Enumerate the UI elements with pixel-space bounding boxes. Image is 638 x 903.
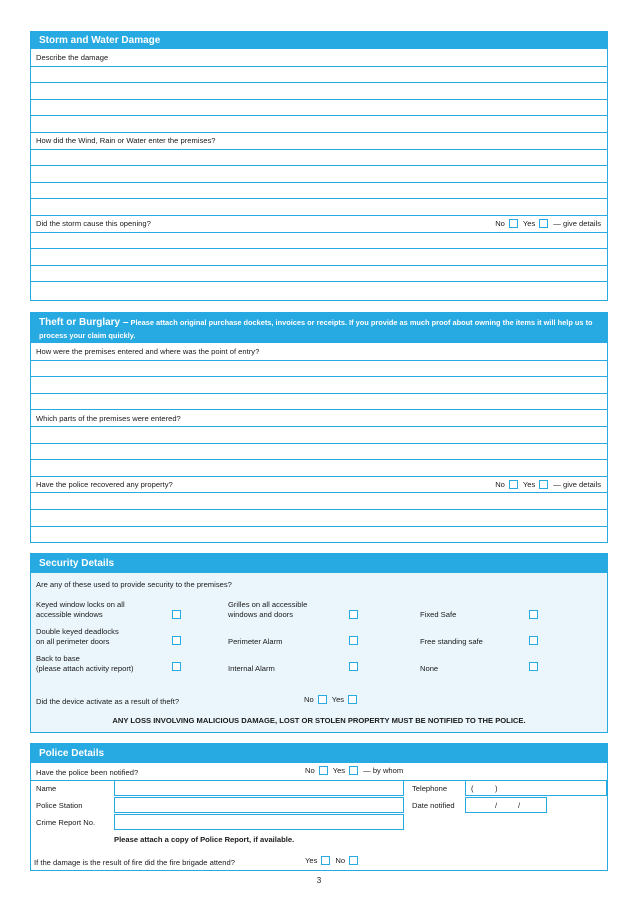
- notified-label: Have the police been notified?: [36, 768, 139, 777]
- recovered-yes-label: Yes: [522, 480, 536, 490]
- deadlocks-line1: Double keyed deadlocks: [36, 627, 119, 636]
- entry-point-line[interactable]: [31, 376, 607, 393]
- notified-no-label: No: [305, 766, 315, 775]
- police-details-body: [31, 762, 607, 870]
- theft-burglary-section: [30, 312, 608, 543]
- parts-entered-line[interactable]: [31, 426, 607, 443]
- opening-question-label: Did the storm cause this opening?: [36, 219, 151, 229]
- fire-brigade-options: [304, 856, 360, 865]
- security-details-section: [30, 553, 608, 733]
- police-station-label: Police Station: [36, 801, 83, 810]
- parts-entered-label: Which parts of the premises were entered?: [36, 413, 181, 423]
- date-separator: /: [518, 801, 521, 810]
- crime-report-label: Crime Report No.: [36, 818, 96, 827]
- recovered-yes-checkbox[interactable]: [539, 480, 548, 489]
- recovered-question-row: [31, 476, 607, 493]
- keyed-window-locks-checkbox[interactable]: [172, 610, 181, 619]
- opening-yes-label: Yes: [522, 219, 536, 229]
- grilles-line1: Grilles on all accessible: [228, 600, 308, 609]
- device-activate-yes-checkbox[interactable]: [348, 695, 357, 704]
- entry-question-row[interactable]: [31, 132, 607, 149]
- recovered-details-line[interactable]: [31, 526, 607, 543]
- security-details-title: Security Details: [39, 557, 115, 569]
- notified-options: [304, 766, 404, 775]
- back-to-base-line2: (please attach activity report): [36, 664, 134, 673]
- police-notice: ANY LOSS INVOLVING MALICIOUS DAMAGE, LOST OR STOLEN PROPERTY MUST BE NOTIFIED TO THE POLICE.: [112, 716, 526, 725]
- theft-burglary-heading: [39, 316, 599, 342]
- security-details-body: [31, 572, 607, 732]
- deadlocks-label: [36, 627, 119, 647]
- keyed-window-locks-line1: Keyed window locks on all: [36, 600, 125, 609]
- recovered-details-line[interactable]: [31, 509, 607, 526]
- parts-entered-line[interactable]: [31, 443, 607, 460]
- telephone-open-paren: (: [471, 784, 474, 793]
- entry-question-label: How did the Wind, Rain or Water enter the premises?: [36, 136, 216, 146]
- parts-entered-line[interactable]: [31, 459, 607, 476]
- police-details-header: [31, 744, 607, 762]
- recovered-details-line[interactable]: [31, 492, 607, 509]
- telephone-label: Telephone: [412, 784, 448, 793]
- police-station-field[interactable]: [114, 797, 404, 813]
- opening-details-line[interactable]: [31, 281, 607, 298]
- perimeter-alarm-label: Perimeter Alarm: [228, 637, 283, 646]
- notified-no-checkbox[interactable]: [319, 766, 328, 775]
- entry-answer-line[interactable]: [31, 198, 607, 215]
- opening-yes-checkbox[interactable]: [539, 219, 548, 228]
- entry-point-row[interactable]: [31, 343, 607, 360]
- perimeter-alarm-checkbox[interactable]: [349, 636, 358, 645]
- page-number: 3: [316, 876, 322, 885]
- describe-damage-row[interactable]: [31, 49, 607, 66]
- device-activate-no-label: No: [304, 695, 314, 704]
- notified-by-whom-label: — by whom: [363, 766, 404, 775]
- storm-water-header: [31, 32, 607, 49]
- device-activate-yes-label: Yes: [331, 695, 345, 704]
- fixed-safe-label: Fixed Safe: [420, 610, 457, 619]
- entry-point-label: How were the premises entered and where was the point of entry?: [36, 346, 260, 356]
- free-standing-safe-checkbox[interactable]: [529, 636, 538, 645]
- deadlocks-checkbox[interactable]: [172, 636, 181, 645]
- fire-yes-checkbox[interactable]: [321, 856, 330, 865]
- back-to-base-line1: Back to base: [36, 654, 80, 663]
- describe-damage-line[interactable]: [31, 82, 607, 99]
- theft-burglary-title: Theft or Burglary –: [39, 317, 129, 328]
- fire-brigade-label: If the damage is the result of fire did the fire brigade attend?: [34, 858, 235, 867]
- describe-damage-line[interactable]: [31, 99, 607, 116]
- attach-report-note: Please attach a copy of Police Report, if available.: [114, 835, 295, 844]
- grilles-line2: windows and doors: [228, 610, 294, 619]
- opening-details-label: — give details: [553, 219, 601, 229]
- describe-damage-line[interactable]: [31, 66, 607, 83]
- date-notified-field[interactable]: [465, 797, 547, 813]
- recovered-no-label: No: [495, 480, 505, 490]
- telephone-field[interactable]: [465, 780, 607, 796]
- back-to-base-checkbox[interactable]: [172, 662, 181, 671]
- device-activate-options: [303, 695, 359, 704]
- notified-yes-label: Yes: [332, 766, 346, 775]
- none-label: None: [420, 664, 439, 673]
- recovered-details-label: — give details: [553, 480, 601, 490]
- notified-yes-checkbox[interactable]: [349, 766, 358, 775]
- theft-burglary-note: Please attach original purchase dockets, invoices or receipts. If you provide as much proof about owning the items it will help us to process your claim quickly.: [39, 318, 593, 340]
- entry-answer-line[interactable]: [31, 182, 607, 199]
- opening-details-line[interactable]: [31, 232, 607, 249]
- grilles-label: [228, 600, 307, 620]
- security-details-header: [31, 554, 607, 572]
- police-details-title: Police Details: [39, 747, 105, 759]
- fire-yes-label: Yes: [305, 856, 318, 865]
- entry-answer-line[interactable]: [31, 149, 607, 166]
- keyed-window-locks-label: [36, 600, 125, 620]
- entry-answer-line[interactable]: [31, 165, 607, 182]
- date-notified-label: Date notified: [412, 801, 455, 810]
- police-details-section: [30, 743, 608, 871]
- telephone-close-paren: ): [495, 784, 498, 793]
- back-to-base-label: [36, 654, 134, 674]
- fire-no-label: No: [335, 856, 346, 865]
- entry-point-line[interactable]: [31, 360, 607, 377]
- storm-water-section: [30, 31, 608, 301]
- describe-damage-label: Describe the damage: [36, 52, 109, 62]
- entry-point-line[interactable]: [31, 393, 607, 410]
- describe-damage-line[interactable]: [31, 115, 607, 132]
- opening-details-line[interactable]: [31, 248, 607, 265]
- deadlocks-line2: on all perimeter doors: [36, 637, 110, 646]
- fixed-safe-checkbox[interactable]: [529, 610, 538, 619]
- opening-question-row: [31, 215, 607, 232]
- grilles-checkbox[interactable]: [349, 610, 358, 619]
- opening-no-checkbox[interactable]: [509, 219, 518, 228]
- recovered-question-label: Have the police recovered any property?: [36, 480, 173, 490]
- name-field[interactable]: [114, 780, 404, 796]
- fire-no-checkbox[interactable]: [349, 856, 358, 865]
- opening-no-label: No: [495, 219, 505, 229]
- internal-alarm-label: Internal Alarm: [228, 664, 275, 673]
- storm-water-title: Storm and Water Damage: [39, 35, 161, 46]
- opening-details-line[interactable]: [31, 265, 607, 282]
- parts-entered-row[interactable]: [31, 409, 607, 426]
- security-question: Are any of these used to provide security to the premises?: [36, 580, 232, 589]
- internal-alarm-checkbox[interactable]: [349, 662, 358, 671]
- device-activate-no-checkbox[interactable]: [318, 695, 327, 704]
- crime-report-field[interactable]: [114, 814, 404, 830]
- theft-burglary-header: [31, 313, 607, 343]
- recovered-no-checkbox[interactable]: [509, 480, 518, 489]
- keyed-window-locks-line2: accessible windows: [36, 610, 103, 619]
- device-activate-label: Did the device activate as a result of theft?: [36, 697, 180, 706]
- name-label: Name: [36, 784, 57, 793]
- date-separator: /: [495, 801, 498, 810]
- free-standing-safe-label: Free standing safe: [420, 637, 483, 646]
- none-checkbox[interactable]: [529, 662, 538, 671]
